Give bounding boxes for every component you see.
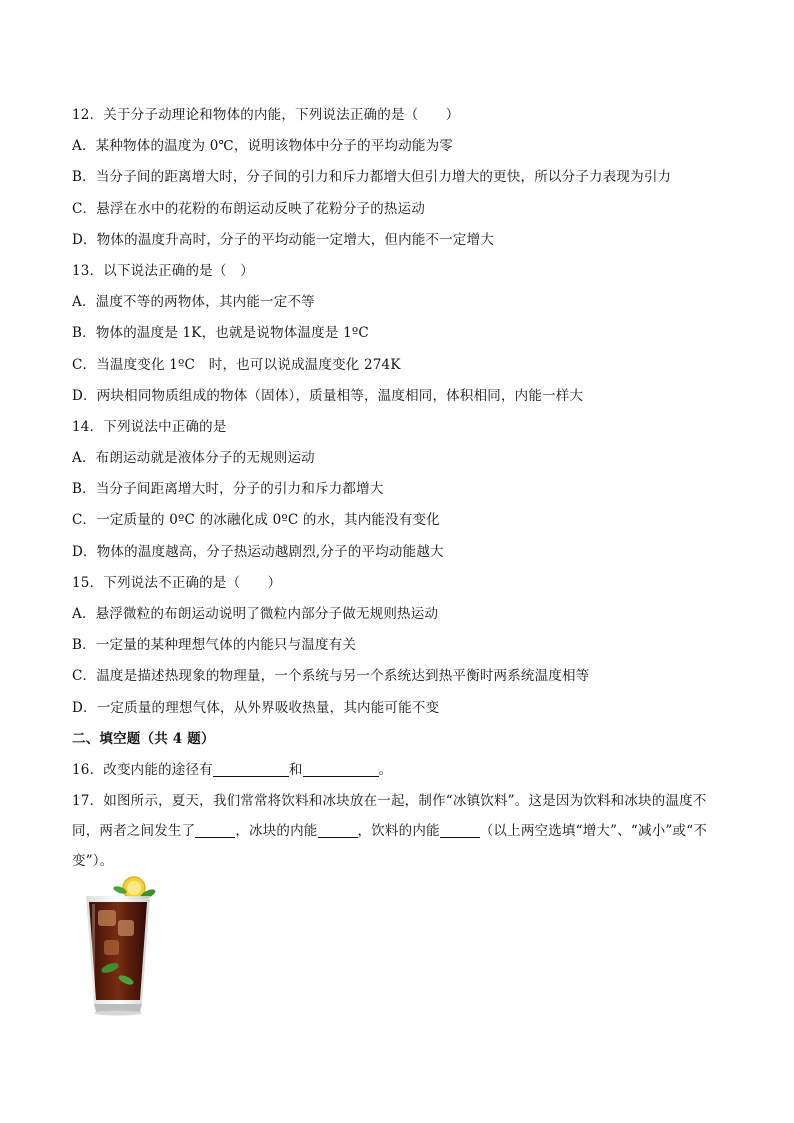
question-text: 16．改变内能的途径有 bbox=[72, 761, 213, 778]
iced-drink-illustration bbox=[80, 876, 160, 1016]
option-c: C．温度是描述热现象的物理量，一个系统与另一个系统达到热平衡时两系统温度相等 bbox=[72, 668, 590, 685]
option-d: D．物体的温度越高，分子热运动越剧烈,分子的平均动能越大 bbox=[72, 543, 444, 560]
question-16 bbox=[72, 755, 732, 786]
option-b: B．一定量的某种理想气体的内能只与温度有关 bbox=[72, 637, 357, 654]
question-13 bbox=[72, 256, 732, 412]
question-stem: 15．下列说法不正确的是（ ） bbox=[72, 574, 282, 591]
option-c: C．一定质量的 0ºC 的冰融化成 0ºC 的水，其内能没有变化 bbox=[72, 512, 440, 529]
question-stem: 13．以下说法正确的是（ ） bbox=[72, 262, 254, 279]
answer-blank[interactable] bbox=[195, 822, 235, 838]
answer-blank[interactable] bbox=[440, 822, 480, 838]
option-c: C．当温度变化 1ºC 时，也可以说成温度变化 274K bbox=[72, 356, 401, 373]
option-b: B．当分子间距离增大时，分子的引力和斥力都增大 bbox=[72, 481, 384, 498]
option-d: D．两块相同物质组成的物体（固体），质量相等，温度相同，体积相同，内能一样大 bbox=[72, 387, 584, 404]
question-text: ，饮料的内能 bbox=[357, 823, 440, 840]
option-c: C．悬浮在水中的花粉的布朗运动反映了花粉分子的热运动 bbox=[72, 200, 426, 217]
question-14 bbox=[72, 412, 732, 568]
option-b: B．物体的温度是 1K，也就是说物体温度是 1ºC bbox=[72, 325, 369, 342]
option-d: D．物体的温度升高时，分子的平均动能一定增大，但内能不一定增大 bbox=[72, 231, 495, 248]
question-12 bbox=[72, 100, 732, 256]
option-a: A．布朗运动就是液体分子的无规则运动 bbox=[72, 450, 315, 467]
option-a: A．温度不等的两物体，其内能一定不等 bbox=[72, 294, 315, 311]
question-stem: 12．关于分子动理论和物体的内能，下列说法正确的是（ ） bbox=[72, 107, 460, 123]
document-page bbox=[72, 100, 732, 876]
question-17 bbox=[72, 786, 732, 876]
question-text: 17．如图所示，夏天，我们常常将饮料和冰块放在一起，制作“冰镇饮料”。这是因为饮料和冰块的温度不同，两者之间发生了 bbox=[72, 793, 707, 840]
option-d: D．一定质量的理想气体，从外界吸收热量，其内能可能不变 bbox=[72, 699, 440, 716]
option-a: A．悬浮微粒的布朗运动说明了微粒内部分子做无规则热运动 bbox=[72, 606, 439, 622]
question-text: ，冰块的内能 bbox=[235, 823, 318, 840]
iced-drink-image bbox=[80, 876, 160, 1016]
question-15 bbox=[72, 568, 732, 724]
question-text: 。 bbox=[378, 761, 393, 778]
option-a: A．某种物体的温度为 0℃，说明该物体中分子的平均动能为零 bbox=[72, 138, 454, 155]
question-stem: 14．下列说法中正确的是 bbox=[72, 418, 227, 435]
answer-blank[interactable] bbox=[318, 822, 358, 838]
option-b: B．当分子间的距离增大时，分子间的引力和斥力都增大但引力增大的更快，所以分子力表现为引力 bbox=[72, 169, 672, 186]
question-text: 和 bbox=[288, 761, 303, 778]
section-heading: 二、填空题（共 4 题） bbox=[72, 730, 215, 747]
answer-blank[interactable] bbox=[213, 761, 289, 777]
answer-blank[interactable] bbox=[303, 761, 379, 777]
question-text: （以上两空选填“增大”、“减小”或“不变”）。 bbox=[72, 823, 708, 870]
